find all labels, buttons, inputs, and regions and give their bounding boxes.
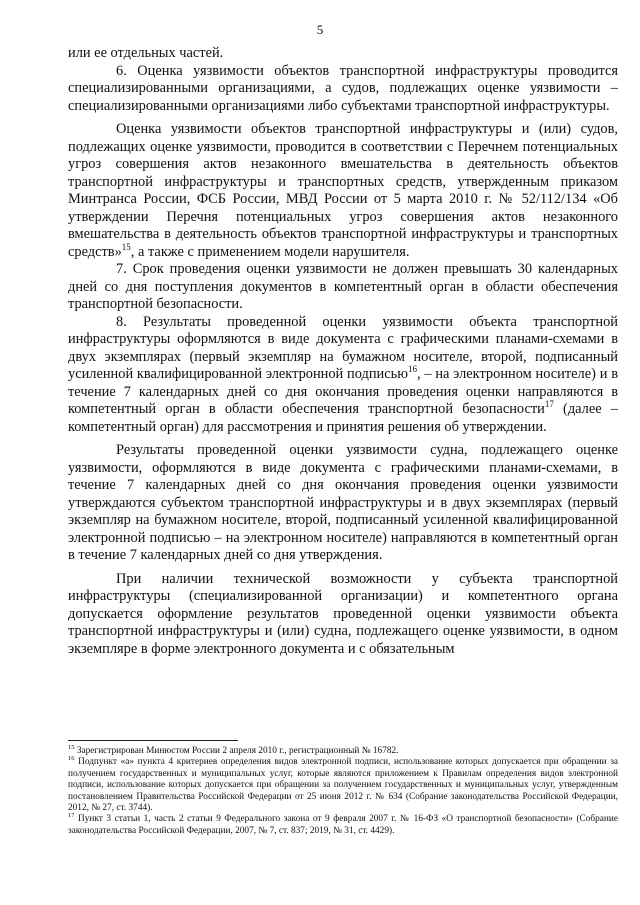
footnote-16: $^{16}$ Подпункт «а» пункта 4 критериев определения видов электронной подписи, использование которых допускается при обращении за получением государственных и муниципальных услуг, которые являются приложением к Правилам определения видов электронной подписи, использование которых допускается при обращении за получением государственных и муниципальных услуг, утвержденным постановлением Правительства Российской Федерации от 25 июня 2012 г. № 634 (Собрание законодательства Российской Федерации, 2012, № 27, ст. 3744). xyxy=(68,755,618,814)
paragraph-7: 7. Срок проведения оценки уязвимости не должен превышать 30 календарных дней со дня поступления документов в компетентный орган в области обеспечения транспортной безопасности. xyxy=(68,261,618,312)
paragraph-8: 8. Результаты проведенной оценки уязвимости объекта транспортной инфраструктуры оформляются в виде документа с графическими планами-схемами в двух экземплярах (первый экземпляр на бумажном носителе, второй, подписанный усиленной квалифицированной электронной подписью$^{16}$, – на электронном носителе) и в течение 7 календарных дней со дня окончания проведения оценки направляются в компетентный орган в области обеспечения транспортной безопасности$^{17}$ (далее – компетентный орган) для рассмотрения и принятия решения об утверждении. xyxy=(68,313,619,435)
footnote-divider xyxy=(68,740,238,741)
footnote-ref-16: 16 xyxy=(407,364,417,375)
footnote-15: $^{15}$ Зарегистрирован Минюстом России 2 апреля 2010 г., регистрационный № 16782. xyxy=(68,743,399,756)
paragraph-assessment-list: Оценка уязвимости объектов транспортной инфраструктуры и (или) судов, подлежащих оценке уязвимости, проводится в соответствии с Перечнем потенциальных угроз совершения актов незаконного вмешательства в деятельность объектов транспортной инфраструктуры и транспортных средств, утвержденным приказом Минтранса России, ФСБ России, МВД России от 5 марта 2010 г. № 52/112/134 «Об утверждении Перечня потенциальных угроз совершения актов незаконного вмешательства в деятельность объектов транспортной инфраструктуры и транспортных средств»$^{15}$, а также с применением модели нарушителя. xyxy=(68,121,618,260)
paragraph-vessel-results: Результаты проведенной оценки уязвимости судна, подлежащего оценке уязвимости, оформляются в виде документа с графическими планами-схемами, в течение 7 календарных дней со дня окончания проведения оценки уязвимости утверждаются субъектом транспортной инфраструктуры и в двух экземплярах (первый экземпляр на бумажном носителе, второй, подписанный усиленной квалифицированной электронной подписью – на электронном носителе) направляются в компетентный орган в течение 7 календарных дней со дня утверждения. xyxy=(68,442,618,563)
footnote-ref-17: 17 xyxy=(544,399,554,410)
body-text xyxy=(68,45,618,658)
paragraph-continuation: или ее отдельных частей. xyxy=(68,45,224,61)
footnote-17: $^{17}$ Пункт 3 статьи 1, часть 2 статьи 9 Федерального закона от 9 февраля 2007 г. № 16-ФЗ «О транспортной безопасности» (Собрание законодательства Российской Федерации, 2007, № 7, ст. 837; 2019, № 31, ст. 4429). xyxy=(68,812,618,836)
footnote-ref-15: 15 xyxy=(121,241,131,252)
paragraph-electronic-form: При наличии технической возможности у субъекта транспортной инфраструктуры (специализированной организации) и компетентного органа допускается оформление результатов проведенной оценки уязвимости объекта транспортной инфраструктуры и (или) судна, подлежащего оценке уязвимости, в одном экземпляре в форме электронного документа и с обязательным xyxy=(68,570,618,657)
footnotes xyxy=(68,743,618,837)
paragraph-6: 6. Оценка уязвимости объектов транспортной инфраструктуры проводится специализированными организациями, а судов, подлежащих оценке уязвимости – специализированными организациями либо субъектами транспортной инфраструктуры. xyxy=(68,62,618,114)
page-number: 5 xyxy=(316,22,324,37)
